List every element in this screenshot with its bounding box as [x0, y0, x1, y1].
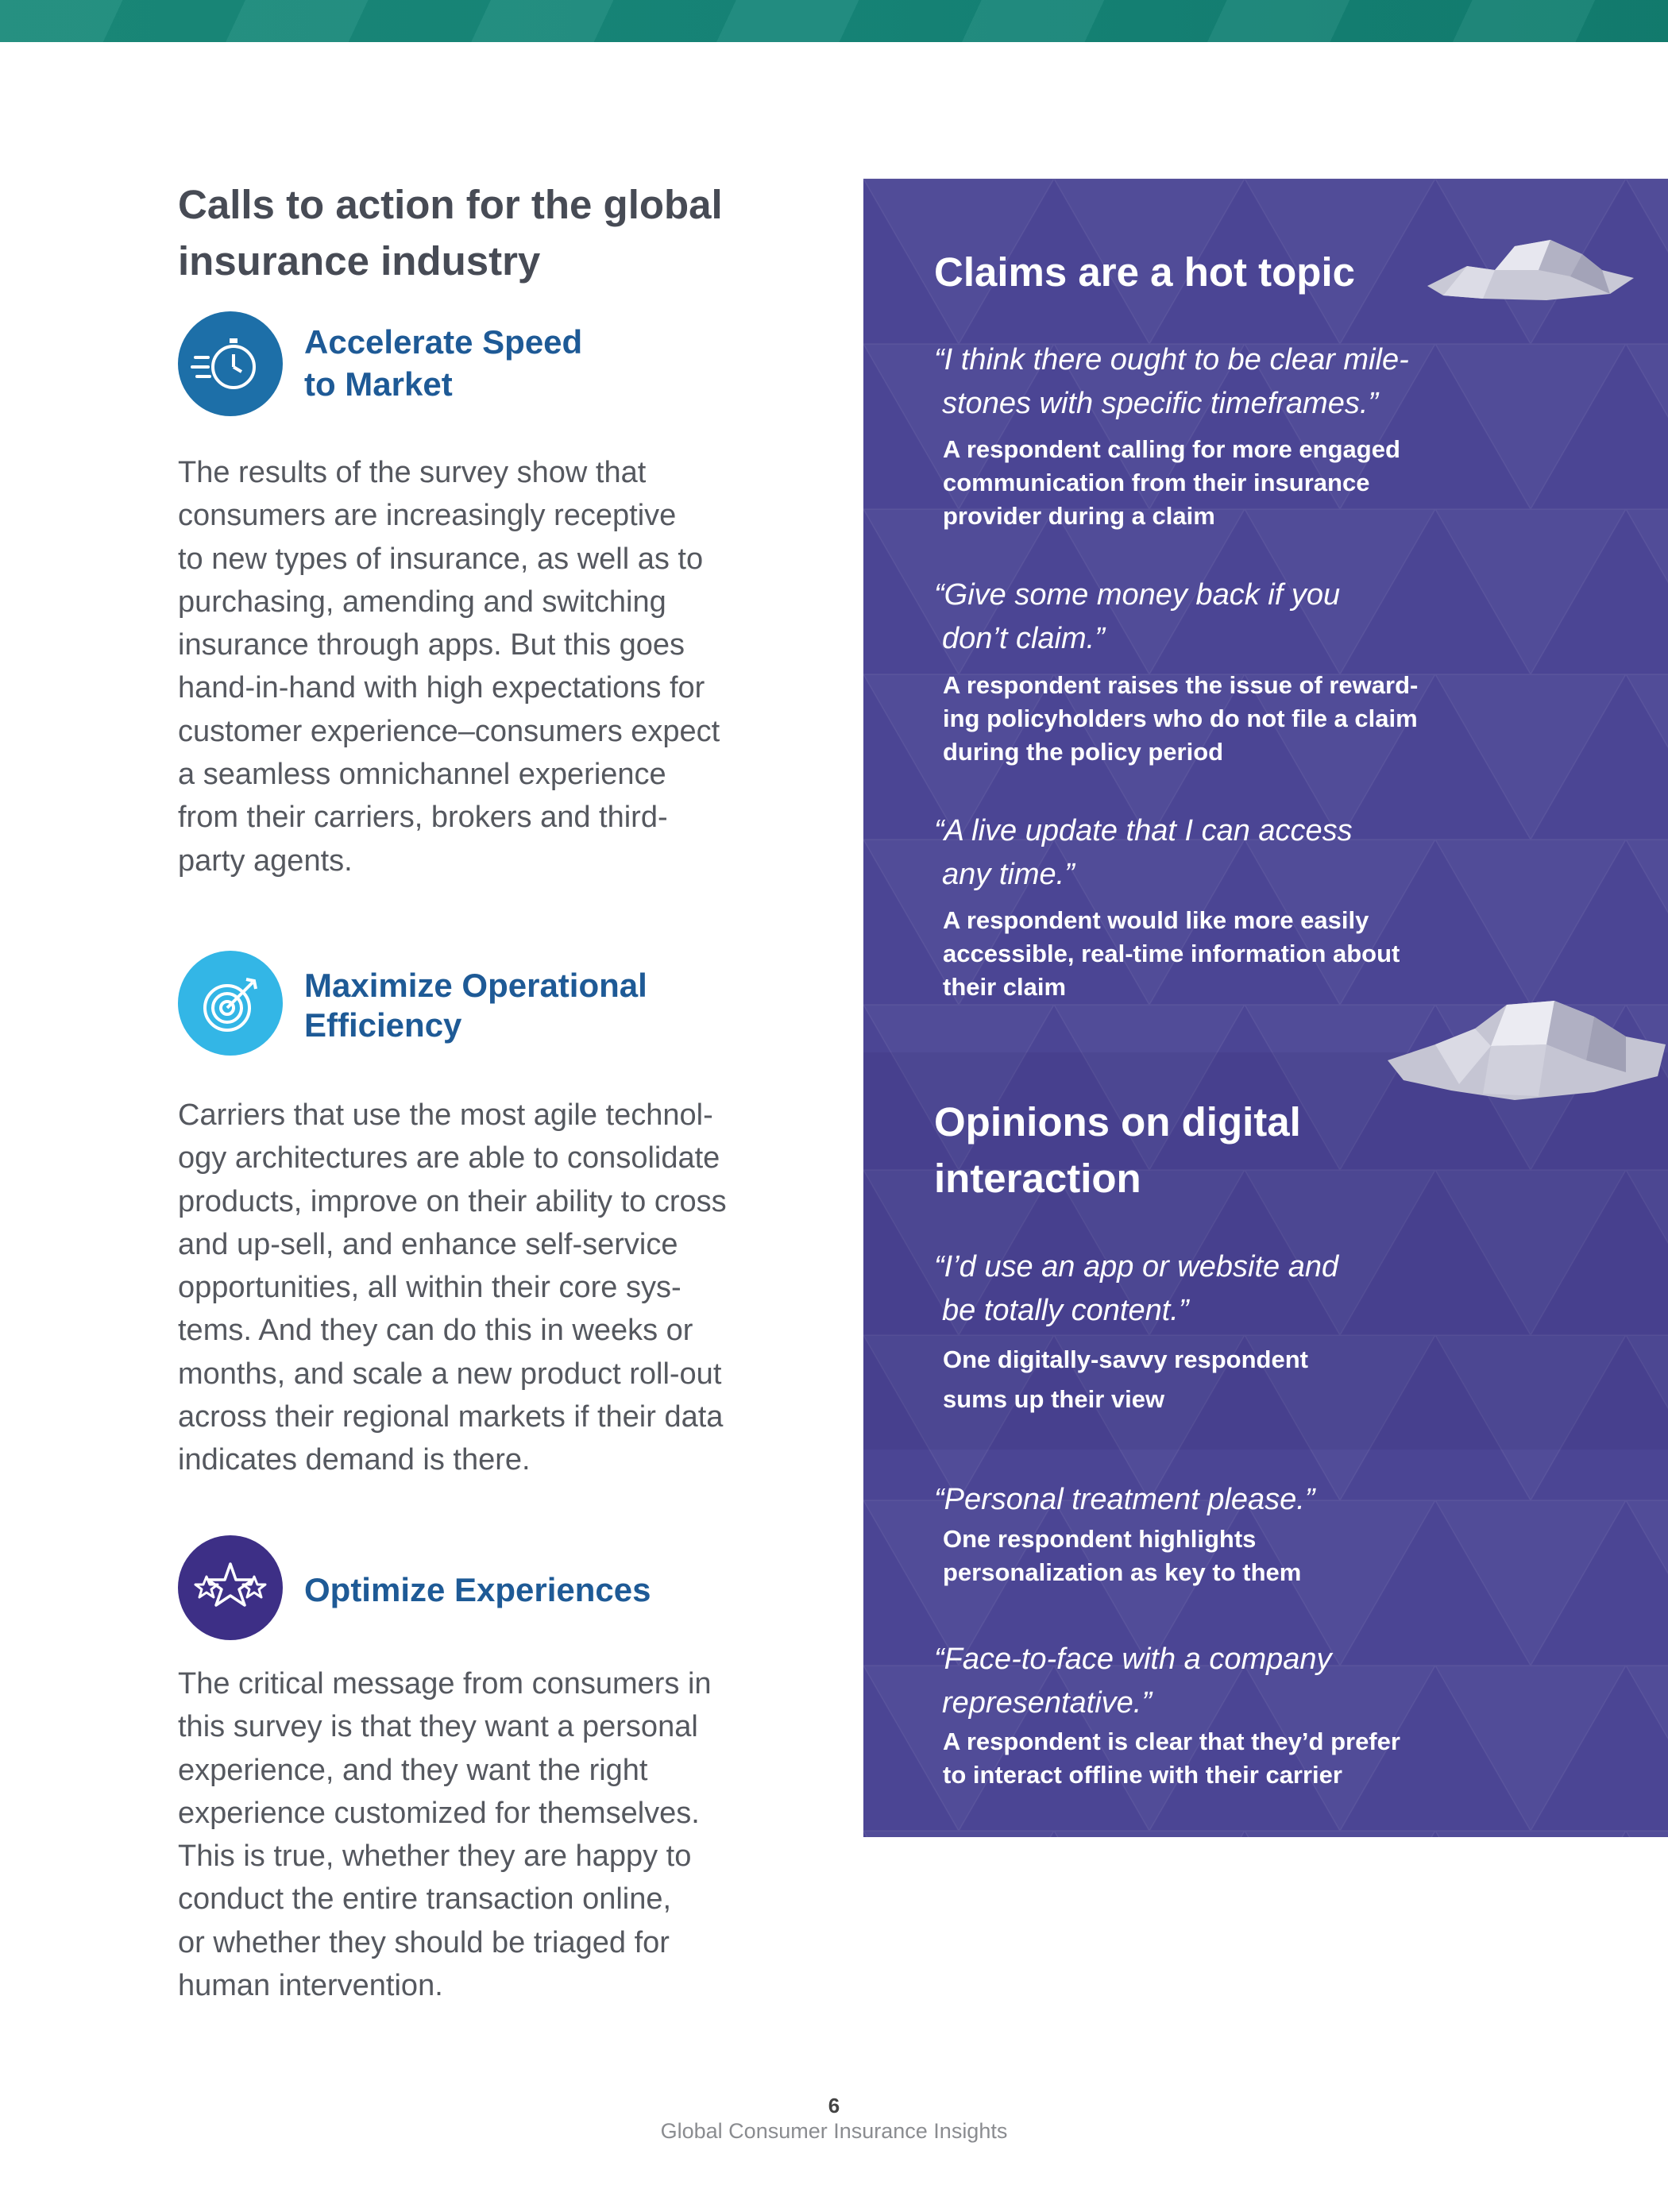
body-line: party agents. — [178, 843, 353, 878]
body-line: opportunities, all within their core sys- — [178, 1271, 681, 1305]
body-line: from their carriers, brokers and third- — [178, 801, 668, 835]
page-title-text: Calls to action for the global insurance industry — [178, 182, 723, 284]
attribution-line: during the policy period — [943, 738, 1224, 766]
section-body-experiences — [178, 1662, 805, 2007]
body-line: consumers are increasingly receptive — [178, 499, 677, 533]
body-line: a seamless omnichannel experience — [178, 758, 666, 792]
section-heading-line: Efficiency — [304, 1006, 462, 1044]
attribution-line: to interact offline with their carrier — [943, 1761, 1342, 1789]
body-line: months, and scale a new product roll-out — [178, 1357, 722, 1391]
digital-heading-line: Opinions on digital — [934, 1099, 1301, 1145]
body-line: conduct the entire transaction online, — [178, 1882, 672, 1917]
quote-digital-2 — [934, 1478, 1570, 1522]
body-line: or whether they should be triaged for — [178, 1925, 670, 1959]
body-line: experience customized for themselves. — [178, 1796, 700, 1830]
section-heading-line: Maximize Operational — [304, 967, 647, 1004]
digital-heading-line: interaction — [934, 1156, 1141, 1201]
digital-heading — [934, 1094, 1301, 1206]
quote-line: “Personal treatment please.” — [934, 1483, 1315, 1516]
quote-claims-3 — [934, 809, 1570, 896]
body-line: This is true, whether they are happy to — [178, 1839, 692, 1874]
attribution-claims-3 — [943, 904, 1531, 1004]
attribution-line: personalization as key to them — [943, 1558, 1302, 1586]
section-heading-line: to Market — [304, 365, 453, 403]
quote-line: stones with specific timeframes.” — [942, 386, 1379, 420]
body-line: The results of the survey show that — [178, 456, 647, 489]
quote-line: “Give some money back if you — [934, 578, 1341, 612]
quote-claims-2 — [934, 573, 1570, 660]
body-line: hand-in-hand with high expectations for — [178, 671, 705, 705]
attribution-line: One respondent highlights — [943, 1525, 1257, 1553]
target-icon — [178, 951, 283, 1056]
attribution-digital-2 — [943, 1523, 1531, 1589]
page-footer: Global Consumer Insurance Insights — [660, 2119, 1008, 2143]
quote-line: “A live update that I can access — [934, 814, 1353, 847]
section-heading-line: Accelerate Speed — [304, 323, 583, 361]
body-line: and up-sell, and enhance self-service — [178, 1227, 678, 1261]
body-line: experience, and they want the right — [178, 1753, 648, 1787]
attribution-line: A respondent is clear that they’d prefer — [943, 1728, 1400, 1755]
page-number: 6 — [828, 2094, 840, 2117]
attribution-claims-1 — [943, 433, 1531, 533]
attribution-line: accessible, real-time information about — [943, 940, 1400, 967]
quote-digital-1 — [934, 1245, 1570, 1332]
attribution-line: One digitally-savvy respondent — [943, 1345, 1308, 1373]
quote-line: “I’d use an app or website and — [934, 1250, 1339, 1284]
quote-line: don’t claim.” — [942, 621, 1105, 655]
section-heading-experiences — [304, 1569, 749, 1611]
section-heading-line: Optimize Experiences — [304, 1571, 651, 1608]
section-body-speed — [178, 451, 805, 882]
attribution-line: their claim — [943, 973, 1067, 1001]
body-line: human intervention. — [178, 1969, 443, 2003]
cloud-icon — [1388, 997, 1668, 1116]
body-line: to new types of insurance, as well as to — [178, 542, 704, 576]
body-line: Carriers that use the most agile technol- — [178, 1098, 713, 1132]
page-title — [178, 176, 813, 289]
quote-claims-1 — [934, 338, 1570, 425]
attribution-claims-2 — [943, 669, 1531, 769]
stars-icon — [178, 1535, 283, 1640]
body-line: customer experience–consumers expect — [178, 714, 720, 748]
quote-line: be totally content.” — [942, 1293, 1189, 1327]
section-heading-speed — [304, 321, 749, 405]
attribution-line: A respondent would like more easily — [943, 906, 1369, 934]
attribution-line: provider during a claim — [943, 502, 1215, 530]
quote-line: representative.” — [942, 1685, 1153, 1720]
attribution-line: A respondent calling for more engaged — [943, 435, 1400, 463]
top-color-bar — [0, 0, 1668, 42]
body-line: The critical message from consumers in — [178, 1667, 712, 1700]
body-line: indicates demand is there. — [178, 1443, 531, 1477]
section-body-efficiency — [178, 1094, 805, 1482]
quote-line: “Face-to-face with a company — [934, 1643, 1332, 1676]
body-line: tems. And they can do this in weeks or — [178, 1314, 693, 1348]
attribution-line: sums up their view — [943, 1385, 1165, 1413]
section-heading-efficiency — [304, 966, 749, 1045]
quote-line: “I think there ought to be clear mile- — [934, 343, 1409, 376]
quote-digital-3 — [934, 1638, 1570, 1724]
quotes-panel — [863, 179, 1668, 1837]
attribution-line: communication from their insurance — [943, 469, 1370, 496]
body-line: across their regional markets if their data — [178, 1400, 724, 1434]
attribution-digital-3 — [943, 1725, 1531, 1792]
body-line: insurance through apps. But this goes — [178, 628, 685, 662]
attribution-digital-1 — [943, 1340, 1531, 1419]
body-line: ogy architectures are able to consolidate — [178, 1141, 720, 1175]
attribution-line: A respondent raises the issue of reward- — [943, 671, 1419, 699]
body-line: products, improve on their ability to cross — [178, 1184, 727, 1218]
quote-line: any time.” — [942, 857, 1075, 891]
attribution-line: ing policyholders who do not file a claim — [943, 705, 1418, 732]
cloud-icon — [1419, 230, 1642, 310]
claims-heading: Claims are a hot topic — [934, 249, 1355, 295]
body-line: this survey is that they want a personal — [178, 1710, 698, 1744]
body-line: purchasing, amending and switching — [178, 585, 666, 619]
stopwatch-icon — [178, 311, 283, 416]
